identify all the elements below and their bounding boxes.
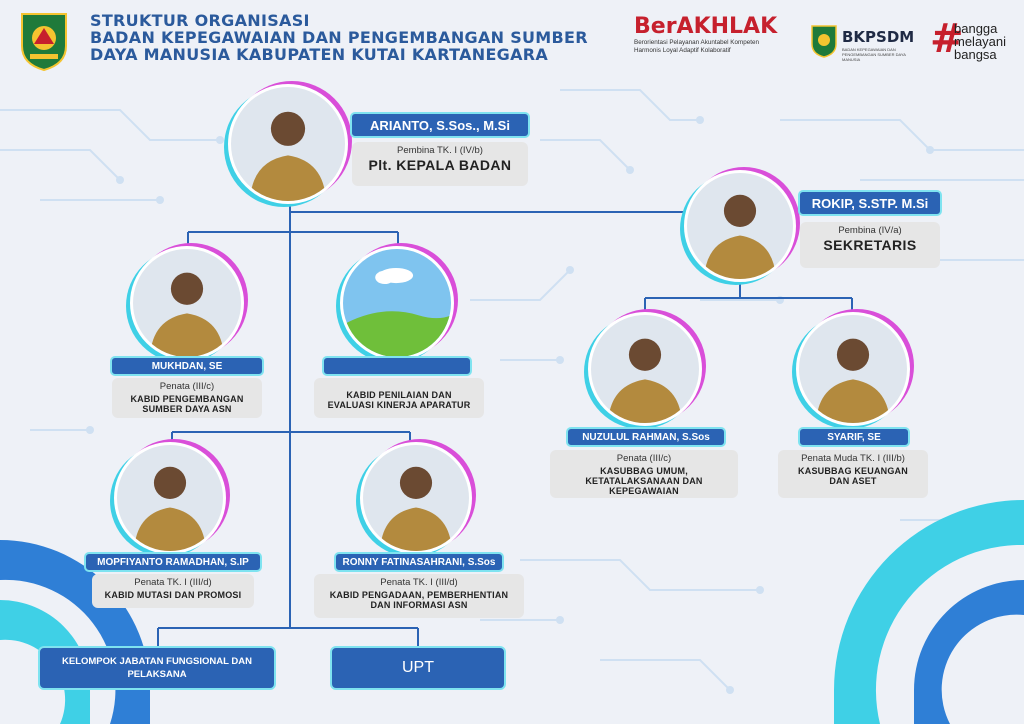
person-icon — [117, 445, 223, 551]
person-icon — [133, 249, 241, 357]
kabid-penilaian-info — [314, 378, 484, 418]
bangga-text — [954, 22, 1006, 61]
bangga-line-3: bangsa — [954, 47, 997, 62]
kabid-pengembangan-position-2: SUMBER DAYA ASN — [142, 404, 232, 414]
kabid-pengadaan-rank: Penata TK. I (III/d) — [380, 577, 458, 588]
kabid-penilaian-photo — [340, 246, 454, 360]
berakhlak-word: BerAKHLAK — [634, 14, 778, 39]
kasubbag-keuangan-photo — [796, 312, 910, 426]
sekretaris-photo — [684, 170, 796, 282]
kasubbag-keuangan-rank: Penata Muda TK. I (III/b) — [801, 453, 905, 464]
bkpsdm-emblem-icon — [810, 24, 838, 58]
kasubbag-umum-position-1: KASUBBAG UMUM, — [600, 466, 688, 476]
bangga-line-2: melayani — [954, 34, 1007, 49]
hashtag-glyph: # — [930, 16, 964, 62]
kabid-pengembangan-info — [112, 378, 262, 418]
berakhlak-tagline-1: Berorientasi Pelayanan Akuntabel Kompeten — [634, 39, 759, 46]
kukar-emblem-icon — [18, 10, 70, 72]
bkpsdm-name: BKPSDM — [842, 28, 915, 46]
upt-box — [330, 646, 506, 690]
kepala-position: Plt. KEPALA BADAN — [368, 157, 512, 173]
kabid-penilaian-position-2: EVALUASI KINERJA APARATUR — [327, 400, 471, 410]
person-icon — [591, 315, 699, 423]
bkpsdm-logo — [810, 22, 920, 66]
kabid-mutasi-position: KABID MUTASI DAN PROMOSI — [104, 590, 242, 600]
kasubbag-umum-name: NUZULUL RAHMAN, S.Sos — [566, 427, 726, 447]
placeholder-landscape-icon — [343, 249, 451, 357]
kabid-penilaian-name — [322, 356, 472, 376]
kasubbag-umum-position-2: KETATALAKSANAAN DAN — [585, 476, 703, 486]
sekretaris-position: SEKRETARIS — [823, 237, 917, 253]
kabid-mutasi-photo — [114, 442, 226, 554]
kabid-pengadaan-name: RONNY FATINASAHRANI, S.Sos — [334, 552, 504, 572]
kasubbag-keuangan-position-1: KASUBBAG KEUANGAN — [798, 466, 908, 476]
kasubbag-umum-photo — [588, 312, 702, 426]
bkpsdm-sub: BADAN KEPEGAWAIAN DAN PENGEMBANGAN SUMBER DAYA MANUSIA — [842, 47, 906, 62]
kabid-pengadaan-position-2: DAN INFORMASI ASN — [370, 600, 468, 610]
bangga-line-1: bangga — [954, 21, 998, 36]
kasubbag-umum-position-3: KEPEGAWAIAN — [609, 486, 679, 496]
kasubbag-umum-rank: Penata (III/c) — [616, 453, 672, 464]
kabid-pengadaan-position-1: KABID PENGADAAN, PEMBERHENTIAN — [329, 590, 509, 600]
bangga-melayani-logo — [930, 18, 1020, 68]
person-icon — [687, 173, 793, 279]
kelompok-fungsional-line-1: KELOMPOK JABATAN FUNGSIONAL DAN — [62, 656, 252, 667]
sekretaris-name: ROKIP, S.STP. M.Si — [798, 190, 942, 216]
kabid-mutasi-name: MOPFIYANTO RAMADHAN, S.IP — [84, 552, 262, 572]
kabid-mutasi-info — [92, 574, 254, 608]
kabid-pengadaan-photo — [360, 442, 472, 554]
kabid-pengadaan-info — [314, 574, 524, 618]
kabid-pengembangan-position-1: KABID PENGEMBANGAN — [130, 394, 244, 404]
kabid-penilaian-position-1: KABID PENILAIAN DAN — [346, 390, 452, 400]
kabid-pengembangan-name: MUKHDAN, SE — [110, 356, 264, 376]
kasubbag-keuangan-position-2: DAN ASET — [829, 476, 877, 486]
kepala-info — [352, 142, 528, 186]
person-icon — [363, 445, 469, 551]
person-icon — [231, 87, 345, 201]
sekretaris-rank: Pembina (IV/a) — [838, 225, 902, 236]
upt-label: UPT — [402, 659, 434, 676]
kabid-mutasi-rank: Penata TK. I (III/d) — [134, 577, 212, 588]
title-line-1: STRUKTUR ORGANISASI — [90, 11, 310, 30]
kabid-pengembangan-rank: Penata (III/c) — [159, 381, 215, 392]
page-title — [90, 12, 588, 63]
kabid-pengembangan-photo — [130, 246, 244, 360]
kasubbag-umum-info — [550, 450, 738, 498]
kelompok-fungsional-line-2: PELAKSANA — [127, 669, 187, 680]
berakhlak-logo — [634, 14, 794, 70]
title-line-2: BADAN KEPEGAWAIAN DAN PENGEMBANGAN SUMBER — [90, 28, 588, 47]
berakhlak-tagline-2: Harmonis Loyal Adaptif Kolaboratif — [634, 46, 731, 54]
title-line-3: DAYA MANUSIA KABUPATEN KUTAI KARTANEGARA — [90, 45, 549, 64]
kelompok-fungsional-box — [38, 646, 276, 690]
kepala-photo — [228, 84, 348, 204]
kepala-rank: Pembina TK. I (IV/b) — [397, 145, 483, 156]
person-icon — [799, 315, 907, 423]
kepala-name: ARIANTO, S.Sos., M.Si — [350, 112, 530, 138]
sekretaris-info — [800, 222, 940, 268]
kasubbag-keuangan-name: SYARIF, SE — [798, 427, 910, 447]
kasubbag-keuangan-info — [778, 450, 928, 498]
